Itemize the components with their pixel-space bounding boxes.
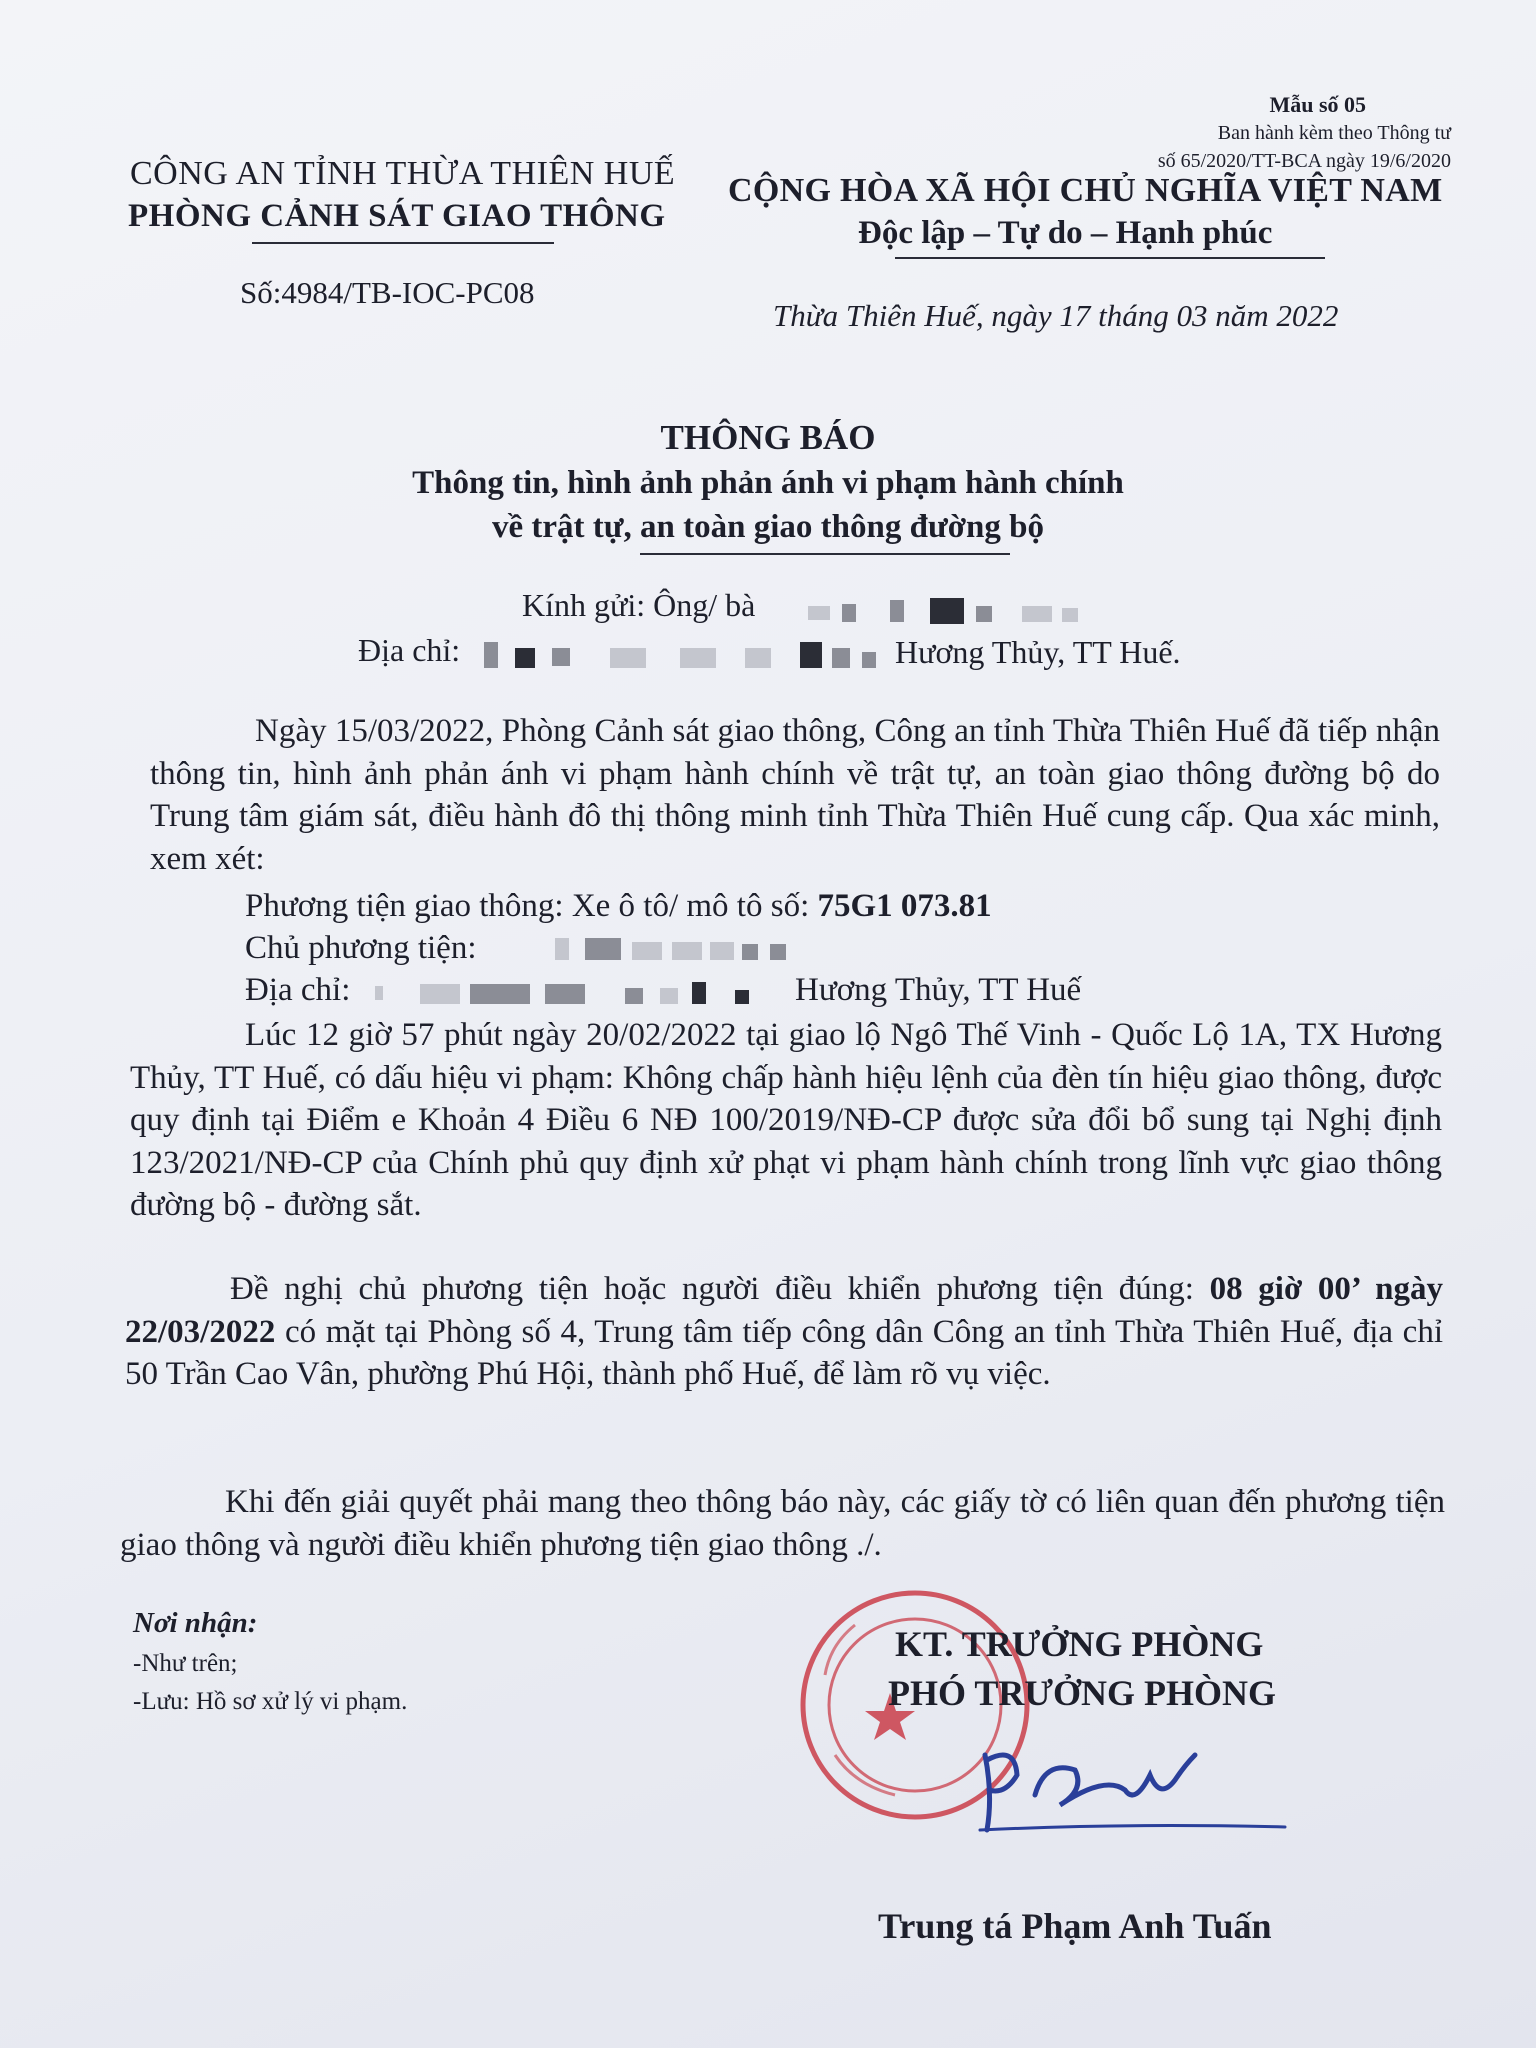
subtitle-underline [640, 553, 1010, 555]
nation-title: CỘNG HÒA XÃ HỘI CHỦ NGHĨA VIỆT NAM [728, 172, 1443, 209]
recipients-item-2: -Lưu: Hồ sơ xử lý vi phạm. [133, 1688, 408, 1715]
owner-address-label: Địa chỉ: [245, 972, 351, 1008]
place-date: Thừa Thiên Huế, ngày 17 tháng 03 năm 2022 [773, 298, 1339, 333]
org-parent: CÔNG AN TỈNH THỪA THIÊN HUẾ [130, 155, 676, 192]
request-post: có mặt tại Phòng số 4, Trung tâm tiếp công dân Công an tỉnh Thừa Thiên Huế, địa chỉ 50 Trần Cao Vân, phường Phú Hội, thành phố Huế, để làm rõ vụ việc. [125, 1313, 1443, 1392]
owner-address-line [245, 972, 350, 1009]
issued-note-line1: Ban hành kèm theo Thông tư [1217, 122, 1451, 144]
recipient-address-tail: Hương Thủy, TT Huế. [895, 634, 1181, 670]
closing-paragraph [120, 1481, 1445, 1566]
signature-title-line1: KT. TRƯỞNG PHÒNG [895, 1624, 1264, 1664]
violation-text: Lúc 12 giờ 57 phút ngày 20/02/2022 tại giao lộ Ngô Thế Vinh - Quốc Lộ 1A, TX Hương Thủy, TT Huế, có dấu hiệu vi phạm: Không chấp hành hiệu lệnh của đèn tín hiệu giao thông, được quy định tại Điểm e Khoản 4 Điều 6 NĐ 100/2019/NĐ-CP được sửa đổi bổ sung tại Nghị định 123/2021/NĐ-CP của Chính phủ quy định xử phạt vi phạm hành chính trong lĩnh vực giao thông đường bộ - đường sắt. [130, 1017, 1442, 1223]
form-number: Mẫu số 05 [1269, 92, 1366, 117]
document-subtitle-line2: về trật tự, an toàn giao thông đường bộ [491, 509, 1044, 545]
owner-line [245, 930, 477, 967]
motto-underline [895, 257, 1325, 259]
issued-note-line2: số 65/2020/TT-BCA ngày 19/6/2020 [1157, 150, 1451, 172]
intro-paragraph [150, 710, 1440, 880]
owner-address-tail: Hương Thủy, TT Huế [795, 972, 1082, 1008]
request-time: 08 giờ 00’ ngày 22/03/2022 [125, 1271, 1443, 1350]
request-paragraph [125, 1268, 1443, 1396]
document-number: Số:4984/TB-IOC-PC08 [240, 275, 535, 310]
vehicle-plate: 75G1 073.81 [817, 888, 992, 924]
recipients-item-1: -Như trên; [133, 1650, 238, 1677]
vehicle-label: Phương tiện giao thông: Xe ô tô/ mô tô số: [245, 888, 818, 924]
document-title: THÔNG BÁO [660, 418, 876, 457]
org-underline [252, 242, 554, 244]
motto: Độc lập – Tự do – Hạnh phúc [858, 215, 1273, 251]
signer-name: Trung tá Phạm Anh Tuấn [878, 1906, 1272, 1946]
signature-title-line2: PHÓ TRƯỞNG PHÒNG [888, 1673, 1277, 1713]
org-unit: PHÒNG CẢNH SÁT GIAO THÔNG [128, 198, 666, 234]
owner-label: Chủ phương tiện: [245, 930, 477, 966]
recipient-greeting: Kính gửi: Ông/ bà [522, 587, 756, 623]
recipients-heading: Nơi nhận: [133, 1607, 258, 1639]
violation-paragraph [130, 1014, 1442, 1227]
request-pre: Đề nghị chủ phương tiện hoặc người điều khiển phương tiện đúng: [230, 1271, 1210, 1307]
intro-text: Ngày 15/03/2022, Phòng Cảnh sát giao thông, Công an tỉnh Thừa Thiên Huế đã tiếp nhận thông tin, hình ảnh phản ánh vi phạm hành chính về trật tự, an toàn giao thông đường bộ do Trung tâm giám sát, điều hành đô thị thông minh tỉnh Thừa Thiên Huế cung cấp. Qua xác minh, xem xét: [150, 713, 1440, 877]
closing-text: Khi đến giải quyết phải mang theo thông báo này, các giấy tờ có liên quan đến phương tiện giao thông và người điều khiển phương tiện giao thông ./. [120, 1484, 1445, 1563]
document-subtitle-line1: Thông tin, hình ảnh phản ánh vi phạm hành chính [412, 465, 1124, 501]
recipient-address-label: Địa chỉ: [358, 632, 461, 668]
handwritten-signature [975, 1735, 1295, 1845]
vehicle-line [245, 888, 992, 925]
